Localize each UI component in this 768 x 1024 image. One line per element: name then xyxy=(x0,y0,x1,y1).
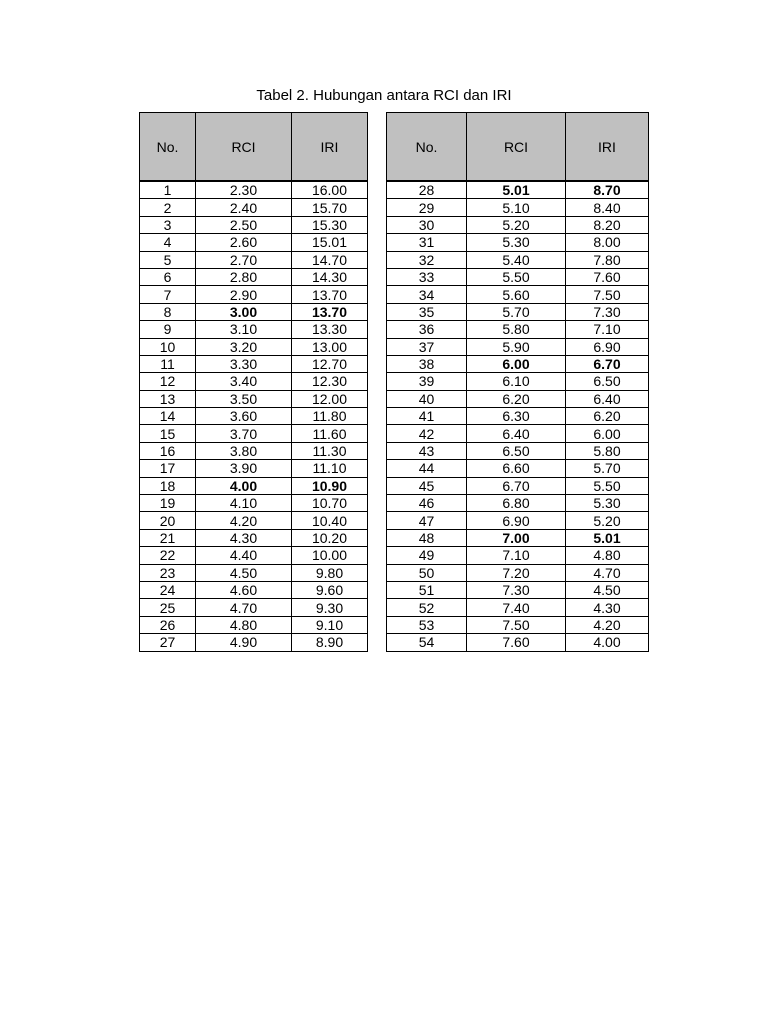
row-iri-cell: 6.40 xyxy=(566,390,649,407)
row-iri-cell: 5.70 xyxy=(566,460,649,477)
column-gap xyxy=(368,286,387,303)
column-gap xyxy=(368,338,387,355)
column-gap xyxy=(368,113,387,182)
table-row xyxy=(140,355,649,372)
table-row xyxy=(140,616,649,633)
row-rci-cell: 7.20 xyxy=(467,564,566,581)
row-iri-cell: 10.40 xyxy=(292,512,368,529)
row-no-cell: 7 xyxy=(140,286,196,303)
table-row xyxy=(140,234,649,251)
row-rci-cell: 6.20 xyxy=(467,390,566,407)
row-rci-cell: 3.50 xyxy=(196,390,292,407)
row-iri-cell: 7.50 xyxy=(566,286,649,303)
table-row xyxy=(140,251,649,268)
row-rci-cell: 5.50 xyxy=(467,268,566,285)
row-no-cell: 43 xyxy=(387,442,467,459)
row-rci-cell: 5.40 xyxy=(467,251,566,268)
column-gap xyxy=(368,495,387,512)
row-rci-cell: 2.70 xyxy=(196,251,292,268)
rci-iri-table xyxy=(139,112,649,652)
row-rci-cell: 6.90 xyxy=(467,512,566,529)
row-no-cell: 48 xyxy=(387,529,467,546)
column-gap xyxy=(368,199,387,216)
row-iri-cell: 6.70 xyxy=(566,355,649,372)
row-rci-cell: 4.60 xyxy=(196,581,292,598)
row-no-cell: 14 xyxy=(140,408,196,425)
row-no-cell: 41 xyxy=(387,408,467,425)
row-rci-cell: 5.10 xyxy=(467,199,566,216)
row-iri-cell: 7.30 xyxy=(566,303,649,320)
row-no-cell: 32 xyxy=(387,251,467,268)
row-iri-cell: 9.30 xyxy=(292,599,368,616)
row-iri-cell: 12.30 xyxy=(292,373,368,390)
row-iri-cell: 13.00 xyxy=(292,338,368,355)
row-rci-cell: 4.40 xyxy=(196,547,292,564)
row-no-cell: 17 xyxy=(140,460,196,477)
row-rci-cell: 4.00 xyxy=(196,477,292,494)
row-iri-cell: 4.70 xyxy=(566,564,649,581)
header-rci-left: RCI xyxy=(196,113,292,182)
column-gap xyxy=(368,512,387,529)
row-iri-cell: 5.01 xyxy=(566,529,649,546)
row-no-cell: 28 xyxy=(387,181,467,199)
row-iri-cell: 4.00 xyxy=(566,634,649,651)
column-gap xyxy=(368,390,387,407)
row-rci-cell: 3.10 xyxy=(196,321,292,338)
row-iri-cell: 8.00 xyxy=(566,234,649,251)
row-iri-cell: 7.10 xyxy=(566,321,649,338)
row-rci-cell: 4.20 xyxy=(196,512,292,529)
row-no-cell: 4 xyxy=(140,234,196,251)
row-iri-cell: 8.40 xyxy=(566,199,649,216)
row-rci-cell: 3.00 xyxy=(196,303,292,320)
table-row xyxy=(140,216,649,233)
row-rci-cell: 5.20 xyxy=(467,216,566,233)
column-gap xyxy=(368,442,387,459)
column-gap xyxy=(368,355,387,372)
row-rci-cell: 6.70 xyxy=(467,477,566,494)
row-iri-cell: 15.01 xyxy=(292,234,368,251)
table-row xyxy=(140,303,649,320)
column-gap xyxy=(368,547,387,564)
row-no-cell: 46 xyxy=(387,495,467,512)
row-no-cell: 12 xyxy=(140,373,196,390)
table-row xyxy=(140,564,649,581)
column-gap xyxy=(368,564,387,581)
row-no-cell: 49 xyxy=(387,547,467,564)
row-iri-cell: 6.20 xyxy=(566,408,649,425)
row-iri-cell: 8.20 xyxy=(566,216,649,233)
row-iri-cell: 5.20 xyxy=(566,512,649,529)
table-row xyxy=(140,286,649,303)
column-gap xyxy=(368,529,387,546)
column-gap xyxy=(368,477,387,494)
row-iri-cell: 14.30 xyxy=(292,268,368,285)
row-rci-cell: 5.60 xyxy=(467,286,566,303)
row-no-cell: 34 xyxy=(387,286,467,303)
table-row xyxy=(140,268,649,285)
row-no-cell: 44 xyxy=(387,460,467,477)
row-iri-cell: 13.70 xyxy=(292,286,368,303)
row-no-cell: 51 xyxy=(387,581,467,598)
row-no-cell: 10 xyxy=(140,338,196,355)
row-iri-cell: 10.70 xyxy=(292,495,368,512)
row-rci-cell: 5.01 xyxy=(467,181,566,199)
row-iri-cell: 6.50 xyxy=(566,373,649,390)
row-rci-cell: 3.20 xyxy=(196,338,292,355)
table-row xyxy=(140,408,649,425)
table-caption: Tabel 2. Hubungan antara RCI dan IRI xyxy=(256,87,512,104)
row-no-cell: 1 xyxy=(140,181,196,199)
row-rci-cell: 4.90 xyxy=(196,634,292,651)
column-gap xyxy=(368,616,387,633)
row-no-cell: 3 xyxy=(140,216,196,233)
row-rci-cell: 4.10 xyxy=(196,495,292,512)
row-no-cell: 53 xyxy=(387,616,467,633)
table-row xyxy=(140,512,649,529)
row-iri-cell: 10.00 xyxy=(292,547,368,564)
column-gap xyxy=(368,634,387,651)
row-rci-cell: 2.30 xyxy=(196,181,292,199)
row-no-cell: 39 xyxy=(387,373,467,390)
row-iri-cell: 9.80 xyxy=(292,564,368,581)
row-iri-cell: 4.20 xyxy=(566,616,649,633)
column-gap xyxy=(368,408,387,425)
row-no-cell: 16 xyxy=(140,442,196,459)
column-gap xyxy=(368,216,387,233)
row-no-cell: 8 xyxy=(140,303,196,320)
header-no-left: No. xyxy=(140,113,196,182)
table-row xyxy=(140,477,649,494)
column-gap xyxy=(368,234,387,251)
row-no-cell: 25 xyxy=(140,599,196,616)
row-iri-cell: 4.80 xyxy=(566,547,649,564)
row-no-cell: 21 xyxy=(140,529,196,546)
row-no-cell: 30 xyxy=(387,216,467,233)
header-iri-left: IRI xyxy=(292,113,368,182)
row-no-cell: 35 xyxy=(387,303,467,320)
row-rci-cell: 6.40 xyxy=(467,425,566,442)
table-row xyxy=(140,338,649,355)
row-no-cell: 52 xyxy=(387,599,467,616)
row-no-cell: 18 xyxy=(140,477,196,494)
row-no-cell: 45 xyxy=(387,477,467,494)
row-iri-cell: 4.30 xyxy=(566,599,649,616)
row-iri-cell: 11.30 xyxy=(292,442,368,459)
row-rci-cell: 3.80 xyxy=(196,442,292,459)
row-rci-cell: 5.70 xyxy=(467,303,566,320)
row-iri-cell: 5.30 xyxy=(566,495,649,512)
row-no-cell: 23 xyxy=(140,564,196,581)
table-row xyxy=(140,199,649,216)
row-iri-cell: 10.20 xyxy=(292,529,368,546)
column-gap xyxy=(368,581,387,598)
row-iri-cell: 11.10 xyxy=(292,460,368,477)
row-rci-cell: 4.70 xyxy=(196,599,292,616)
row-rci-cell: 5.80 xyxy=(467,321,566,338)
row-rci-cell: 7.30 xyxy=(467,581,566,598)
row-iri-cell: 14.70 xyxy=(292,251,368,268)
row-rci-cell: 2.40 xyxy=(196,199,292,216)
row-iri-cell: 13.30 xyxy=(292,321,368,338)
row-no-cell: 27 xyxy=(140,634,196,651)
table-row xyxy=(140,634,649,651)
row-iri-cell: 15.70 xyxy=(292,199,368,216)
row-rci-cell: 4.80 xyxy=(196,616,292,633)
row-rci-cell: 3.30 xyxy=(196,355,292,372)
row-no-cell: 20 xyxy=(140,512,196,529)
row-no-cell: 38 xyxy=(387,355,467,372)
row-rci-cell: 3.40 xyxy=(196,373,292,390)
row-iri-cell: 8.90 xyxy=(292,634,368,651)
row-no-cell: 40 xyxy=(387,390,467,407)
row-no-cell: 36 xyxy=(387,321,467,338)
table-row xyxy=(140,599,649,616)
row-rci-cell: 6.80 xyxy=(467,495,566,512)
row-rci-cell: 6.60 xyxy=(467,460,566,477)
row-iri-cell: 7.80 xyxy=(566,251,649,268)
table-row xyxy=(140,321,649,338)
row-iri-cell: 8.70 xyxy=(566,181,649,199)
row-no-cell: 47 xyxy=(387,512,467,529)
row-iri-cell: 15.30 xyxy=(292,216,368,233)
table-row xyxy=(140,581,649,598)
row-rci-cell: 2.60 xyxy=(196,234,292,251)
row-iri-cell: 12.70 xyxy=(292,355,368,372)
row-rci-cell: 7.60 xyxy=(467,634,566,651)
row-iri-cell: 6.90 xyxy=(566,338,649,355)
row-iri-cell: 5.80 xyxy=(566,442,649,459)
table-row xyxy=(140,442,649,459)
row-iri-cell: 13.70 xyxy=(292,303,368,320)
row-iri-cell: 11.80 xyxy=(292,408,368,425)
row-no-cell: 50 xyxy=(387,564,467,581)
column-gap xyxy=(368,268,387,285)
row-no-cell: 37 xyxy=(387,338,467,355)
row-rci-cell: 3.90 xyxy=(196,460,292,477)
row-iri-cell: 4.50 xyxy=(566,581,649,598)
header-row xyxy=(140,113,649,182)
row-no-cell: 22 xyxy=(140,547,196,564)
row-no-cell: 31 xyxy=(387,234,467,251)
column-gap xyxy=(368,373,387,390)
row-rci-cell: 5.90 xyxy=(467,338,566,355)
table-row xyxy=(140,460,649,477)
row-rci-cell: 4.50 xyxy=(196,564,292,581)
row-iri-cell: 5.50 xyxy=(566,477,649,494)
header-no-right: No. xyxy=(387,113,467,182)
row-rci-cell: 6.10 xyxy=(467,373,566,390)
row-rci-cell: 4.30 xyxy=(196,529,292,546)
row-rci-cell: 7.10 xyxy=(467,547,566,564)
row-rci-cell: 6.00 xyxy=(467,355,566,372)
row-no-cell: 33 xyxy=(387,268,467,285)
row-rci-cell: 7.50 xyxy=(467,616,566,633)
row-no-cell: 6 xyxy=(140,268,196,285)
row-rci-cell: 2.80 xyxy=(196,268,292,285)
row-rci-cell: 6.30 xyxy=(467,408,566,425)
row-no-cell: 2 xyxy=(140,199,196,216)
column-gap xyxy=(368,425,387,442)
table-body xyxy=(140,181,649,651)
header-rci-right: RCI xyxy=(467,113,566,182)
row-rci-cell: 2.90 xyxy=(196,286,292,303)
row-iri-cell: 9.10 xyxy=(292,616,368,633)
row-no-cell: 11 xyxy=(140,355,196,372)
row-no-cell: 26 xyxy=(140,616,196,633)
row-rci-cell: 2.50 xyxy=(196,216,292,233)
row-no-cell: 54 xyxy=(387,634,467,651)
column-gap xyxy=(368,303,387,320)
row-no-cell: 24 xyxy=(140,581,196,598)
row-no-cell: 29 xyxy=(387,199,467,216)
row-rci-cell: 6.50 xyxy=(467,442,566,459)
row-iri-cell: 10.90 xyxy=(292,477,368,494)
row-iri-cell: 6.00 xyxy=(566,425,649,442)
row-rci-cell: 7.40 xyxy=(467,599,566,616)
row-iri-cell: 7.60 xyxy=(566,268,649,285)
row-rci-cell: 5.30 xyxy=(467,234,566,251)
table-row xyxy=(140,373,649,390)
table-row xyxy=(140,425,649,442)
column-gap xyxy=(368,321,387,338)
row-no-cell: 15 xyxy=(140,425,196,442)
row-iri-cell: 11.60 xyxy=(292,425,368,442)
table-row xyxy=(140,495,649,512)
row-no-cell: 13 xyxy=(140,390,196,407)
row-iri-cell: 16.00 xyxy=(292,181,368,199)
row-rci-cell: 3.70 xyxy=(196,425,292,442)
header-iri-right: IRI xyxy=(566,113,649,182)
row-no-cell: 9 xyxy=(140,321,196,338)
row-iri-cell: 9.60 xyxy=(292,581,368,598)
column-gap xyxy=(368,181,387,199)
row-rci-cell: 7.00 xyxy=(467,529,566,546)
row-no-cell: 42 xyxy=(387,425,467,442)
table-row xyxy=(140,181,649,199)
table-row xyxy=(140,529,649,546)
column-gap xyxy=(368,460,387,477)
column-gap xyxy=(368,599,387,616)
row-no-cell: 5 xyxy=(140,251,196,268)
table-row xyxy=(140,390,649,407)
row-rci-cell: 3.60 xyxy=(196,408,292,425)
row-no-cell: 19 xyxy=(140,495,196,512)
row-iri-cell: 12.00 xyxy=(292,390,368,407)
column-gap xyxy=(368,251,387,268)
table-row xyxy=(140,547,649,564)
